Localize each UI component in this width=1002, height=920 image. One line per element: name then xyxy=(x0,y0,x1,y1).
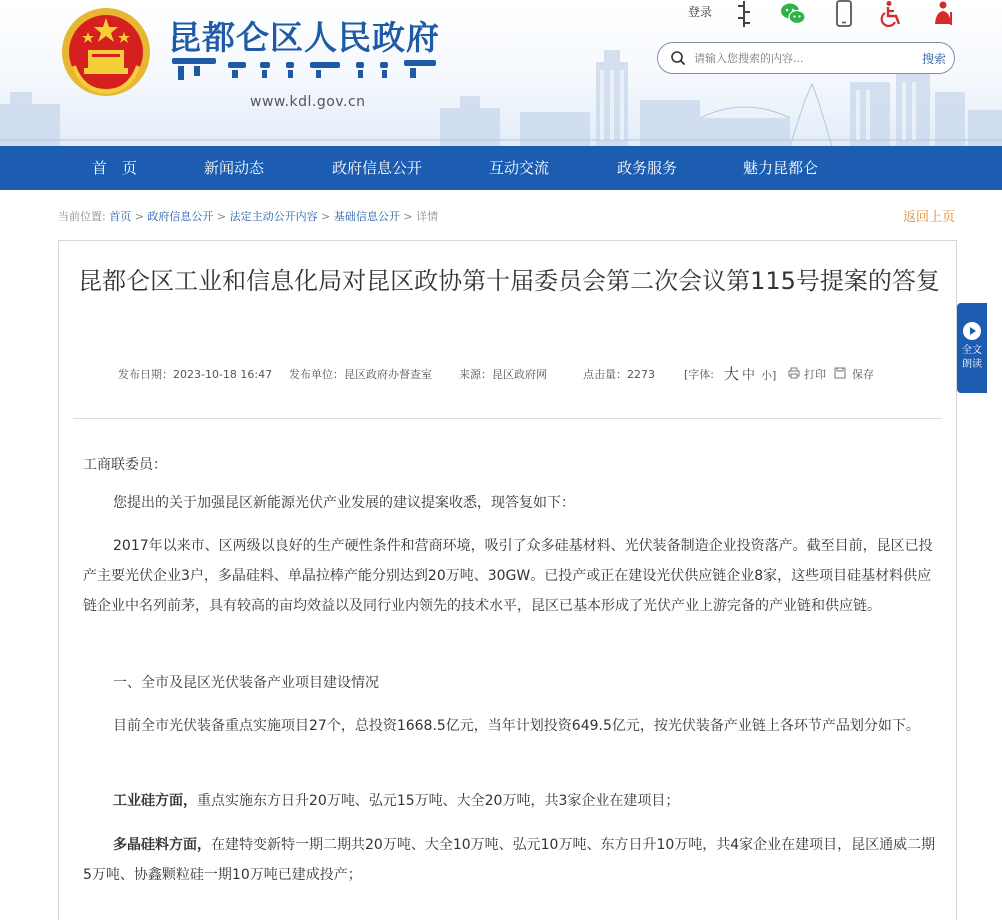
read-aloud-label: 全文朗读 xyxy=(962,345,982,370)
font-size-label: [字体: xyxy=(684,368,714,381)
breadcrumb-gov-info[interactable]: 政府信息公开 xyxy=(147,210,214,223)
nav-gov-info[interactable]: 政府信息公开 xyxy=(332,159,423,177)
industry-silicon-text: 重点实施东方日升20万吨、弘元15万吨、大全20万吨，共3家企业在建项目； xyxy=(197,793,680,809)
main-nav xyxy=(0,146,1002,190)
publish-unit: 发布单位：昆区政府办督查室 xyxy=(289,368,432,381)
paragraph-3: 目前全市光伏装备重点实施项目27个，总投资1668.5亿元，当年计划投资649.5亿元，按光伏装备产业链上各环节产品划分如下。 xyxy=(113,718,920,734)
divider xyxy=(73,418,942,419)
breadcrumb-sep: > xyxy=(131,210,148,223)
font-medium-option[interactable]: 中 xyxy=(742,368,756,383)
publish-date: 发布日期：2023-10-18 16:47 xyxy=(118,368,273,381)
search-box xyxy=(657,42,955,74)
paragraph-industry-silicon xyxy=(83,786,943,816)
industry-silicon-label: 工业硅方面， xyxy=(113,793,197,809)
nav-home[interactable]: 首 页 xyxy=(92,159,138,177)
paragraph-1: 您提出的关于加强昆区新能源光伏产业发展的建议提案收悉，现答复如下： xyxy=(113,495,575,511)
mongolian-script-title xyxy=(170,56,440,82)
search-input[interactable] xyxy=(694,48,894,68)
search-icon xyxy=(670,50,686,66)
accessibility-icon[interactable] xyxy=(878,0,906,28)
breadcrumb-prefix: 当前位置: xyxy=(58,210,110,223)
nav-interaction[interactable]: 互动交流 xyxy=(489,159,550,177)
elder-care-icon[interactable] xyxy=(930,0,958,28)
breadcrumb-basic-info[interactable]: 基础信息公开 xyxy=(333,210,400,223)
site-header xyxy=(0,0,1002,146)
nav-services[interactable]: 政务服务 xyxy=(617,159,678,177)
site-url: www.kdl.gov.cn xyxy=(250,94,366,110)
mobile-icon[interactable] xyxy=(830,0,858,28)
breadcrumb-home[interactable]: 首页 xyxy=(109,210,132,223)
print-icon[interactable] xyxy=(788,367,800,382)
nav-news[interactable]: 新闻动态 xyxy=(204,159,265,177)
play-icon xyxy=(962,321,982,341)
article-title: 昆都仑区工业和信息化局对昆区政协第十届委员会第二次会议第115号提案的答复 xyxy=(78,267,940,295)
breadcrumb xyxy=(58,208,438,224)
salutation: 工商联委员： xyxy=(83,457,167,473)
click-count: 点击量：2273 xyxy=(583,368,655,381)
wechat-icon[interactable] xyxy=(779,0,807,28)
breadcrumb-sep: > xyxy=(317,210,334,223)
site-title: 昆都仑区人民政府 xyxy=(168,18,440,57)
search-button[interactable]: 搜索 xyxy=(921,52,946,66)
font-small-option[interactable]: 小] xyxy=(761,369,777,382)
polysilicon-label: 多晶硅料方面， xyxy=(113,837,211,853)
save-icon[interactable] xyxy=(834,367,846,382)
breadcrumb-current: 详情 xyxy=(416,210,439,223)
nav-charm[interactable]: 魅力昆都仑 xyxy=(743,159,819,177)
mongolian-script-icon[interactable] xyxy=(734,0,754,28)
read-aloud-button[interactable] xyxy=(957,303,987,393)
polysilicon-text: 在建特变新特一期二期共20万吨、大全10万吨、弘元10万吨、东方日升10万吨，共4家企业在建项目，昆区通威二期5万吨、协鑫颗粒硅一期10万吨已建成投产； xyxy=(83,837,936,883)
font-large-option[interactable]: 大 xyxy=(724,365,740,383)
login-link[interactable]: 登录 xyxy=(688,5,713,19)
source: 来源：昆区政府网 xyxy=(459,368,547,381)
print-button[interactable]: 打印 xyxy=(804,368,826,381)
breadcrumb-sep: > xyxy=(213,210,230,223)
breadcrumb-legal-content[interactable]: 法定主动公开内容 xyxy=(229,210,318,223)
paragraph-2: 2017年以来市、区两级以良好的生产硬性条件和营商环境，吸引了众多硅基材料、光伏装备制造企业投资落产。截至目前，昆区已投产主要光伏企业3户，多晶硅料、单晶拉棒产能分别达到20万吨、30GW。已投产或正在建设光伏供应链企业8家，这些项目硅基材料供应链企业中名列前茅，具有较高的亩均效益以及同行业内领先的技术水平，昆区已基本形成了光伏产业上游完备的产业链和供应链。 xyxy=(83,538,933,614)
national-emblem-logo xyxy=(60,6,152,98)
section-heading-1: 一、全市及昆区光伏装备产业项目建设情况 xyxy=(113,675,379,691)
breadcrumb-sep: > xyxy=(399,210,417,223)
save-button[interactable]: 保存 xyxy=(852,368,874,381)
paragraph-polysilicon xyxy=(83,830,943,890)
back-button[interactable]: 返回上页 xyxy=(903,210,956,225)
